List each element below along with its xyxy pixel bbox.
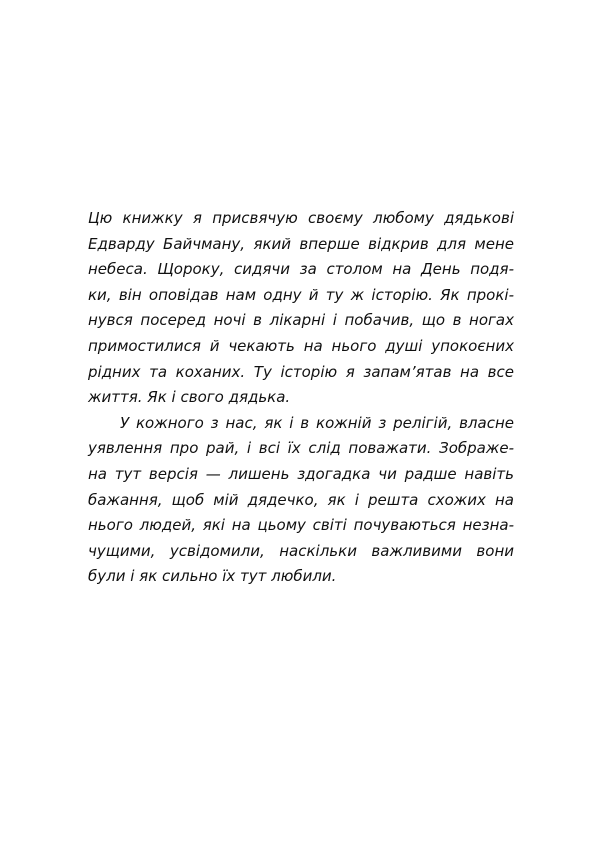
dedication-paragraph-2 [88, 411, 514, 590]
text-line: на тут версія — лишень здогадка чи радше навіть [88, 464, 514, 483]
text-line: У кожного з нас, як і в кожній з релігій, власне [120, 413, 514, 432]
text-line: Едварду Байчману, який вперше відкрив для мене [88, 234, 514, 253]
text-line: нього людей, які на цьому світі почуваються незна- [88, 516, 514, 535]
text-line: рідних та коханих. Ту історію я запам’ятав на все [88, 362, 514, 381]
text-line: були і як сильно їх тут любили. [88, 567, 337, 586]
text-line: чущими, усвідомили, наскільки важливими вони [88, 541, 514, 560]
dedication-paragraph-1 [88, 206, 514, 411]
text-line: нувся посеред ночі в лікарні і побачив, що в ногах [88, 311, 514, 330]
text-line: небеса. Щороку, сидячи за столом на День подя- [88, 260, 514, 279]
dedication-text [88, 206, 514, 590]
text-line: життя. Як і свого дядька. [88, 388, 291, 407]
text-line: Цю книжку я присвячую своєму любому дядькові [88, 209, 514, 227]
text-line: уявлення про рай, і всі їх слід поважати. Зображе- [88, 439, 514, 458]
text-line: ки, він оповідав нам одну й ту ж історію. Як прокі- [88, 285, 514, 304]
text-line: примостилися й чекають на нього душі упокоєних [88, 336, 514, 355]
text-line: бажання, щоб мій дядечко, як і решта схожих на [88, 490, 514, 509]
